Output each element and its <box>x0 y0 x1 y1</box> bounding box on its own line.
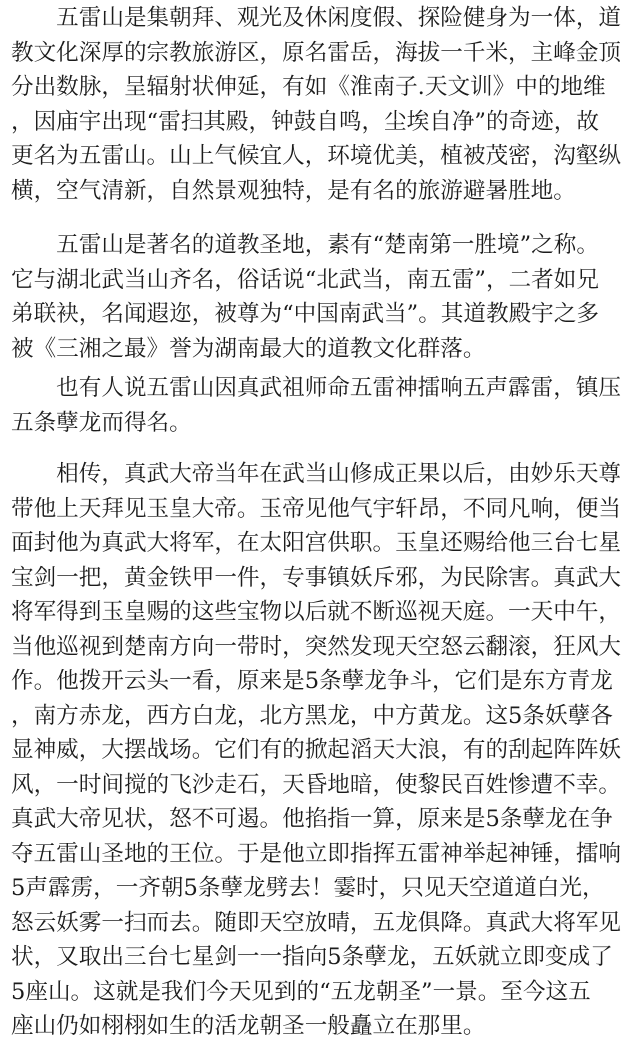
text-line: 当他巡视到楚南方向一带时，突然发现天空怒云翻滚，狂风大 <box>11 633 622 660</box>
text-line: 五雷山是著名的道教圣地，素有“楚南第一胜境”之称。 <box>11 232 599 258</box>
text-line: 它与湖北武当山齐名，俗话说“北武当，南五雷”，二者如兄 <box>11 266 599 293</box>
text-line: 弟联袂，名闻遐迩，被尊为“中国南武当”。其道教殿宇之多 <box>11 301 599 327</box>
text-line: 相传，真武大帝当年在武当山修成正果以后，由妙乐天尊 <box>11 461 622 487</box>
text-line: 怒云妖雾一扫而去。随即天空放晴，五龙俱降。真武大将军见 <box>11 909 622 936</box>
text-line: 5座山。这就是我们今天见到的“五龙朝圣”一景。至今这五 <box>11 978 591 1005</box>
text-line: 风，一时间搅的飞沙走石，天昏地暗，使黎民百姓惨遭不幸。 <box>11 771 622 798</box>
text-line: 座山仍如栩栩如生的活龙朝圣一般矗立在那里。 <box>11 1013 486 1039</box>
text-line: 教文化深厚的宗教旅游区，原名雷岳，海拔一千米，主峰金顶 <box>11 39 622 66</box>
text-line: 五雷山是集朝拜、观光及休闲度假、探险健身为一体，道 <box>11 5 622 31</box>
text-line: 被《三湘之最》誉为湖南最大的道教文化群落。 <box>11 335 486 362</box>
text-line: 带他上天拜见玉皇大帝。玉帝见他气宇轩昂，不同凡响，便当 <box>11 495 622 522</box>
paragraph-intro <box>11 1 621 208</box>
paragraph-name-origin <box>11 371 621 440</box>
text-line: 作。他拨开云头一看，原来是5条孽龙争斗，它们是东方青龙 <box>11 668 613 694</box>
text-line: 五条孽龙而得名。 <box>11 409 192 436</box>
text-line: 也有人说五雷山因真武祖师命五雷神擂响五声霹雷，镇压 <box>11 375 622 401</box>
paragraph-legend <box>11 457 621 1044</box>
text-line: 夺五雷山圣地的王位。于是他立即指挥五雷神举起神锤，擂响 <box>11 840 622 867</box>
text-line: ，南方赤龙，西方白龙，北方黑龙，中方黄龙。这5条妖孽各 <box>11 702 613 729</box>
paragraph-taoist-site <box>11 228 599 366</box>
text-line: 横，空气清新，自然景观独特，是有名的旅游避暑胜地。 <box>11 177 576 204</box>
text-line: 状，又取出三台七星剑一一指向5条孽龙，五妖就立即变成了 <box>11 944 613 970</box>
text-line: 面封他为真武大将军，在太阳宫供职。玉皇还赐给他三台七星 <box>11 530 622 556</box>
text-line: 宝剑一把，黄金铁甲一件，专事镇妖斥邪，为民除害。真武大 <box>11 564 622 591</box>
text-line: ，因庙宇出现“雷扫其殿，钟鼓自鸣，尘埃自净”的奇迹，故 <box>11 108 599 135</box>
text-line: 分出数脉，呈辐射状伸延，有如《淮南子.天文训》中的地维 <box>11 74 606 100</box>
text-line: 真武大帝见状，怒不可遏。他掐指一算，原来是5条孽龙在争 <box>11 806 613 832</box>
text-line: 将军得到玉皇赐的这些宝物以后就不断巡视天庭。一天中午， <box>11 599 622 625</box>
text-line: 5声霹雳，一齐朝5条孽龙劈去！霎时，只见天空道道白光， <box>11 875 605 901</box>
text-line: 更名为五雷山。山上气候宜人，环境优美，植被茂密，沟壑纵 <box>11 143 622 169</box>
text-line: 显神威，大摆战场。它们有的掀起滔天大浪，有的刮起阵阵妖 <box>11 737 622 763</box>
